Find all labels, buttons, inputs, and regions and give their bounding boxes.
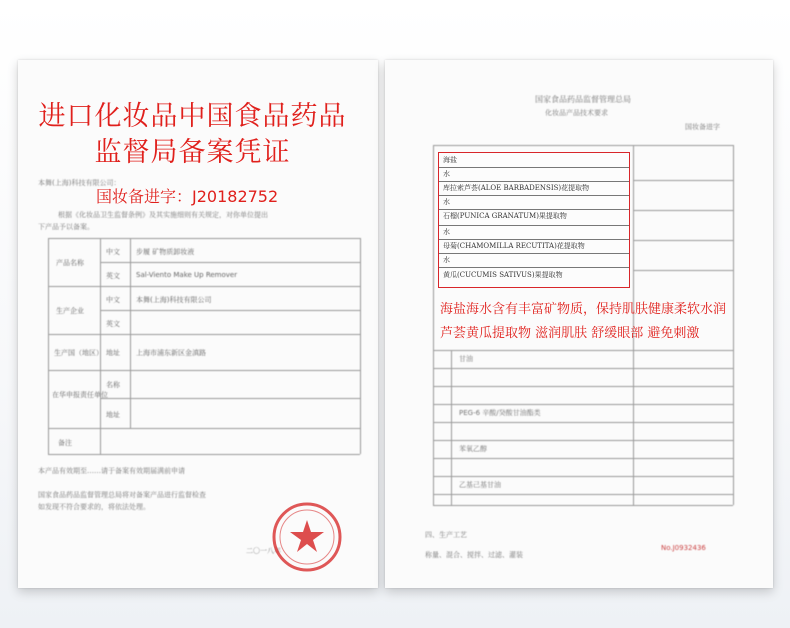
- registration-number: 国妆备进字：J20182752: [96, 187, 279, 206]
- official-seal-icon: [270, 500, 344, 574]
- ingredient-item: 水: [443, 228, 450, 236]
- faint-text: 如发现不符合要求的，将依法处理。: [38, 503, 150, 511]
- faint-text: 苯氧乙醇: [459, 445, 487, 453]
- row-value: Sal-Viento Make Up Remover: [136, 271, 238, 279]
- row-sub: 英文: [106, 272, 120, 280]
- faint-text: 称量、混合、搅拌、过滤、灌装: [425, 551, 523, 559]
- faint-text: No.J0932436: [661, 544, 706, 552]
- faint-text: 国家食品药品监督管理总局将对备案产品进行监督检查: [38, 491, 206, 499]
- ingredient-item: 库拉索芦荟(ALOE BARBADENSIS)花提取物: [443, 184, 590, 192]
- row-sub: 地址: [106, 411, 120, 419]
- ingredient-highlight-box: [438, 152, 630, 288]
- row-sub: 英文: [106, 320, 120, 328]
- faint-text: 二〇一八年: [246, 547, 281, 555]
- ingredient-item: 海盐: [443, 156, 457, 164]
- faint-text: 本舞(上海)科技有限公司：: [38, 179, 121, 187]
- row-label: 备注: [58, 439, 72, 447]
- ingredient-item: 黄瓜(CUCUMIS SATIVUS)果提取物: [443, 271, 563, 279]
- ingredient-item: 石榴(PUNICA GRANATUM)果提取物: [443, 212, 567, 220]
- overlay-title-line-2: 监督局备案凭证: [94, 137, 291, 168]
- row-value: 本舞(上海)科技有限公司: [136, 296, 212, 304]
- ingredient-item: 水: [443, 170, 450, 178]
- faint-text: 四、生产工艺: [425, 531, 467, 539]
- row-label: 在华申报责任单位: [52, 391, 108, 399]
- ingredient-item: 水: [443, 198, 450, 206]
- row-value: 上海市浦东新区金滇路: [136, 349, 206, 357]
- faint-text: PEG-6 辛酸/癸酸甘油酯类: [459, 409, 541, 417]
- benefit-note-line-2: 芦荟黄瓜提取物 滋润肌肤 舒缓眼部 避免刺激: [440, 326, 700, 341]
- row-label: 产品名称: [56, 259, 84, 267]
- row-sub: 名称: [106, 381, 120, 389]
- row-sub: 地址: [106, 349, 120, 357]
- row-value: 步履 矿物质卸妆液: [136, 248, 195, 256]
- faint-text: 国妆备进字: [685, 123, 720, 131]
- row-sub: 中文: [106, 248, 120, 256]
- faint-text: 根据《化妆品卫生监督条例》及其实施细则有关规定，对你单位提出: [58, 211, 268, 219]
- benefit-note-line-1: 海盐海水含有丰富矿物质，保持肌肤健康柔软水润: [440, 302, 727, 317]
- doc-subheader: 化妆品产品技术要求: [545, 109, 608, 117]
- overlay-title-line-1: 进口化妆品中国食品药品: [38, 101, 347, 132]
- faint-text: 下产品予以备案。: [38, 223, 94, 231]
- row-sub: 中文: [106, 296, 120, 304]
- faint-text: 乙基己基甘油: [459, 481, 501, 489]
- row-label: 生产国（地区）: [54, 349, 103, 357]
- faint-text: 甘油: [459, 355, 473, 363]
- ingredient-item: 水: [443, 256, 450, 264]
- ingredient-item: 母菊(CHAMOMILLA RECUTITA)花提取物: [443, 242, 585, 250]
- row-label: 生产企业: [56, 307, 84, 315]
- doc-header: 国家食品药品监督管理总局: [535, 95, 631, 104]
- faint-text: 本产品有效期至……请于备案有效期届满前申请: [38, 467, 185, 475]
